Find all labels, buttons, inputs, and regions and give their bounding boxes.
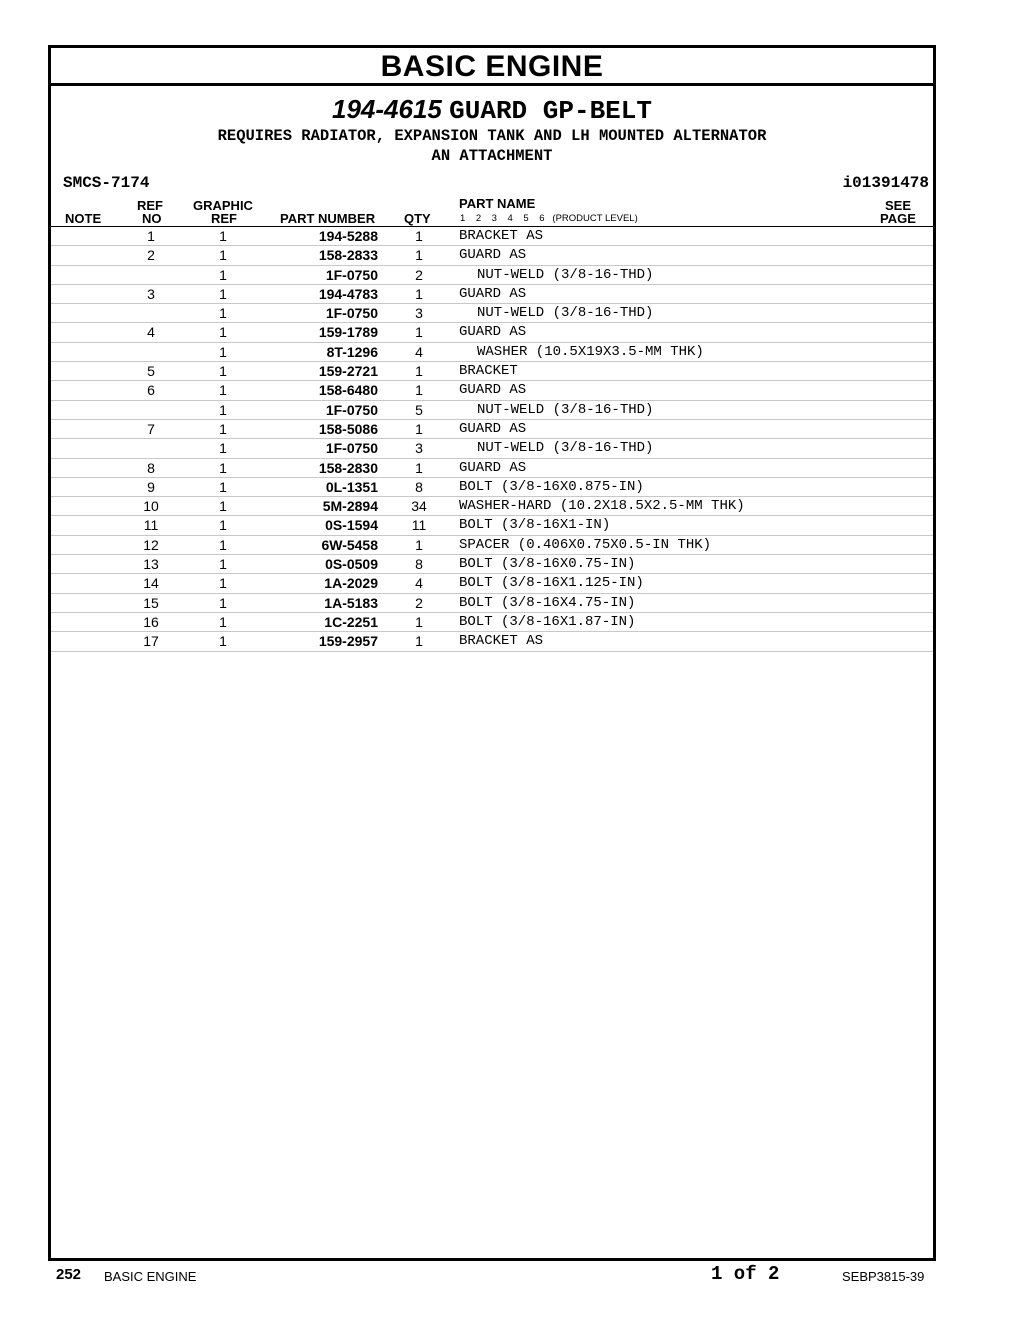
graphic-ref-cell: 1 [219, 556, 227, 573]
table-row [51, 459, 933, 478]
graphic-ref-cell: 1 [219, 575, 227, 592]
group-title [51, 94, 933, 126]
ref-no-cell: 15 [143, 594, 159, 611]
qty-cell: 11 [411, 517, 427, 534]
graphic-ref-cell: 1 [219, 498, 227, 515]
header-note: NOTE [65, 211, 102, 226]
graphic-ref-cell: 1 [219, 478, 227, 495]
graphic-ref-cell: 1 [219, 594, 227, 611]
graphic-ref-cell: 1 [219, 343, 227, 360]
part-number-cell: 8T-1296 [326, 343, 378, 360]
table-row [51, 285, 933, 304]
footer-page-number: 252 [56, 1266, 82, 1283]
part-number-cell: 159-2721 [318, 363, 378, 380]
requirement-line-2: AN ATTACHMENT [431, 147, 553, 165]
part-number-cell: 6W-5458 [321, 536, 378, 553]
table-row [51, 323, 933, 342]
graphic-ref-cell: 1 [219, 228, 227, 244]
table-row [51, 613, 933, 632]
ref-no-cell: 14 [143, 575, 159, 592]
table-row [51, 362, 933, 381]
ref-no-cell: 16 [143, 613, 159, 630]
part-number-cell: 0L-1351 [325, 478, 378, 495]
ref-no-cell: 3 [147, 285, 155, 302]
part-name-cell: GUARD AS [459, 459, 527, 476]
smcs-code: SMCS-7174 [63, 174, 150, 192]
part-number-cell: 1F-0750 [325, 401, 378, 418]
qty-cell: 2 [415, 594, 423, 611]
table-row [51, 304, 933, 323]
part-name-cell: SPACER (0.406X0.75X0.5-IN THK) [459, 536, 712, 553]
part-number-cell: 1A-2029 [324, 575, 378, 592]
part-name-cell: BRACKET [459, 363, 518, 380]
parts-page-frame [48, 45, 936, 1261]
part-number-cell: 159-1789 [318, 324, 378, 341]
qty-cell: 1 [415, 633, 423, 650]
group-part-number: 194-4615 [332, 94, 442, 124]
table-row [51, 536, 933, 555]
qty-cell: 2 [415, 266, 423, 283]
ref-no-cell: 7 [147, 420, 155, 437]
table-row [51, 497, 933, 516]
graphic-ref-cell: 1 [219, 247, 227, 264]
graphic-ref-cell: 1 [219, 633, 227, 650]
part-name-cell: GUARD AS [459, 382, 527, 399]
part-name-cell: BOLT (3/8-16X4.75-IN) [459, 594, 636, 611]
part-number-cell: 1F-0750 [325, 305, 378, 322]
table-row [51, 401, 933, 420]
part-number-cell: 158-5086 [318, 420, 378, 437]
table-row [51, 516, 933, 535]
graphic-ref-cell: 1 [219, 305, 227, 322]
illustration-id: i01391478 [842, 174, 929, 192]
ref-no-cell: 12 [143, 536, 159, 553]
graphic-ref-cell: 1 [219, 285, 227, 302]
qty-cell: 4 [415, 343, 423, 360]
graphic-ref-cell: 1 [219, 382, 227, 399]
graphic-ref-cell: 1 [219, 440, 227, 457]
smcs-row [51, 172, 933, 196]
part-number-cell: 158-6480 [318, 382, 378, 399]
table-row [51, 381, 933, 400]
header-qty: QTY [404, 211, 431, 226]
page-footer [0, 1263, 1020, 1290]
table-row [51, 555, 933, 574]
qty-cell: 1 [415, 420, 423, 437]
ref-no-cell: 17 [143, 633, 159, 650]
requirement-line-1: REQUIRES RADIATOR, EXPANSION TANK AND LH MOUNTED ALTERNATOR [217, 127, 767, 145]
ref-no-cell: 8 [147, 459, 155, 476]
part-name-cell: NUT-WELD (3/8-16-THD) [477, 305, 654, 322]
qty-cell: 1 [415, 536, 423, 553]
graphic-ref-cell: 1 [219, 324, 227, 341]
part-number-cell: 1A-5183 [324, 594, 378, 611]
ref-no-cell: 13 [143, 556, 159, 573]
table-row [51, 266, 933, 285]
header-see-top: SEE [885, 198, 912, 213]
column-headers [51, 196, 933, 227]
qty-cell: 3 [415, 440, 423, 457]
part-name-cell: BRACKET AS [459, 633, 544, 650]
part-number-cell: 158-2830 [318, 459, 378, 476]
footer-sheet: 1 of 2 [711, 1263, 780, 1285]
part-name-cell: BOLT (3/8-16X0.875-IN) [459, 478, 644, 495]
table-row [51, 246, 933, 265]
header-ref-top: REF [137, 198, 163, 213]
table-row [51, 594, 933, 613]
part-name-cell: WASHER-HARD (10.2X18.5X2.5-MM THK) [459, 498, 745, 515]
header-see-bottom: PAGE [880, 211, 916, 226]
qty-cell: 1 [415, 363, 423, 380]
ref-no-cell: 1 [147, 228, 155, 244]
qty-cell: 1 [415, 613, 423, 630]
qty-cell: 34 [411, 498, 427, 515]
qty-cell: 1 [415, 285, 423, 302]
table-row [51, 420, 933, 439]
part-name-cell: NUT-WELD (3/8-16-THD) [477, 266, 654, 283]
header-part-name: PART NAME [459, 196, 536, 211]
graphic-ref-cell: 1 [219, 536, 227, 553]
part-number-cell: 159-2957 [318, 633, 378, 650]
footer-document: SEBP3815-39 [842, 1269, 925, 1284]
qty-cell: 1 [415, 382, 423, 399]
part-number-cell: 1F-0750 [325, 266, 378, 283]
qty-cell: 3 [415, 305, 423, 322]
parts-table [51, 227, 933, 652]
part-name-cell: BOLT (3/8-16X0.75-IN) [459, 556, 636, 573]
header-part-number: PART NUMBER [280, 211, 376, 226]
qty-cell: 1 [415, 324, 423, 341]
ref-no-cell: 4 [147, 324, 155, 341]
ref-no-cell: 2 [147, 247, 155, 264]
part-number-cell: 1F-0750 [325, 440, 378, 457]
part-name-cell: BRACKET AS [459, 228, 544, 244]
qty-cell: 1 [415, 459, 423, 476]
header-product-level: 1 2 3 4 5 6 (PRODUCT LEVEL) [460, 213, 638, 224]
part-name-cell: GUARD AS [459, 285, 527, 302]
part-name-cell: GUARD AS [459, 247, 527, 264]
part-number-cell: 0S-0509 [325, 556, 378, 573]
part-number-cell: 5M-2894 [322, 498, 378, 515]
part-name-cell: NUT-WELD (3/8-16-THD) [477, 440, 654, 457]
part-number-cell: 158-2833 [318, 247, 378, 264]
graphic-ref-cell: 1 [219, 517, 227, 534]
part-name-cell: GUARD AS [459, 324, 527, 341]
table-row [51, 343, 933, 362]
qty-cell: 5 [415, 401, 423, 418]
header-graphic-bottom: REF [211, 211, 237, 226]
part-number-cell: 0S-1594 [325, 517, 378, 534]
graphic-ref-cell: 1 [219, 266, 227, 283]
header-graphic-top: GRAPHIC [193, 198, 253, 213]
footer-section: BASIC ENGINE [104, 1269, 197, 1284]
part-name-cell: BOLT (3/8-16X1.87-IN) [459, 613, 636, 630]
part-name-cell: BOLT (3/8-16X1-IN) [459, 517, 611, 534]
table-row [51, 632, 933, 651]
part-name-cell: NUT-WELD (3/8-16-THD) [477, 401, 654, 418]
graphic-ref-cell: 1 [219, 459, 227, 476]
section-title: BASIC ENGINE [51, 48, 933, 86]
part-name-cell: GUARD AS [459, 420, 527, 437]
group-name: GUARD GP-BELT [449, 96, 652, 126]
ref-no-cell: 9 [147, 478, 155, 495]
ref-no-cell: 6 [147, 382, 155, 399]
table-row [51, 478, 933, 497]
qty-cell: 8 [415, 556, 423, 573]
graphic-ref-cell: 1 [219, 613, 227, 630]
part-number-cell: 194-4783 [318, 285, 378, 302]
table-row [51, 574, 933, 593]
header-ref-bottom: NO [142, 211, 162, 226]
qty-cell: 1 [415, 247, 423, 264]
qty-cell: 8 [415, 478, 423, 495]
graphic-ref-cell: 1 [219, 401, 227, 418]
part-name-cell: BOLT (3/8-16X1.125-IN) [459, 575, 644, 592]
ref-no-cell: 10 [143, 498, 159, 515]
part-number-cell: 1C-2251 [324, 613, 378, 630]
part-name-cell: WASHER (10.5X19X3.5-MM THK) [477, 343, 704, 360]
ref-no-cell: 11 [143, 517, 159, 534]
graphic-ref-cell: 1 [219, 420, 227, 437]
graphic-ref-cell: 1 [219, 363, 227, 380]
qty-cell: 1 [415, 228, 423, 244]
ref-no-cell: 5 [147, 363, 155, 380]
table-row [51, 439, 933, 458]
part-number-cell: 194-5288 [318, 228, 378, 244]
qty-cell: 4 [415, 575, 423, 592]
table-row [51, 227, 933, 246]
